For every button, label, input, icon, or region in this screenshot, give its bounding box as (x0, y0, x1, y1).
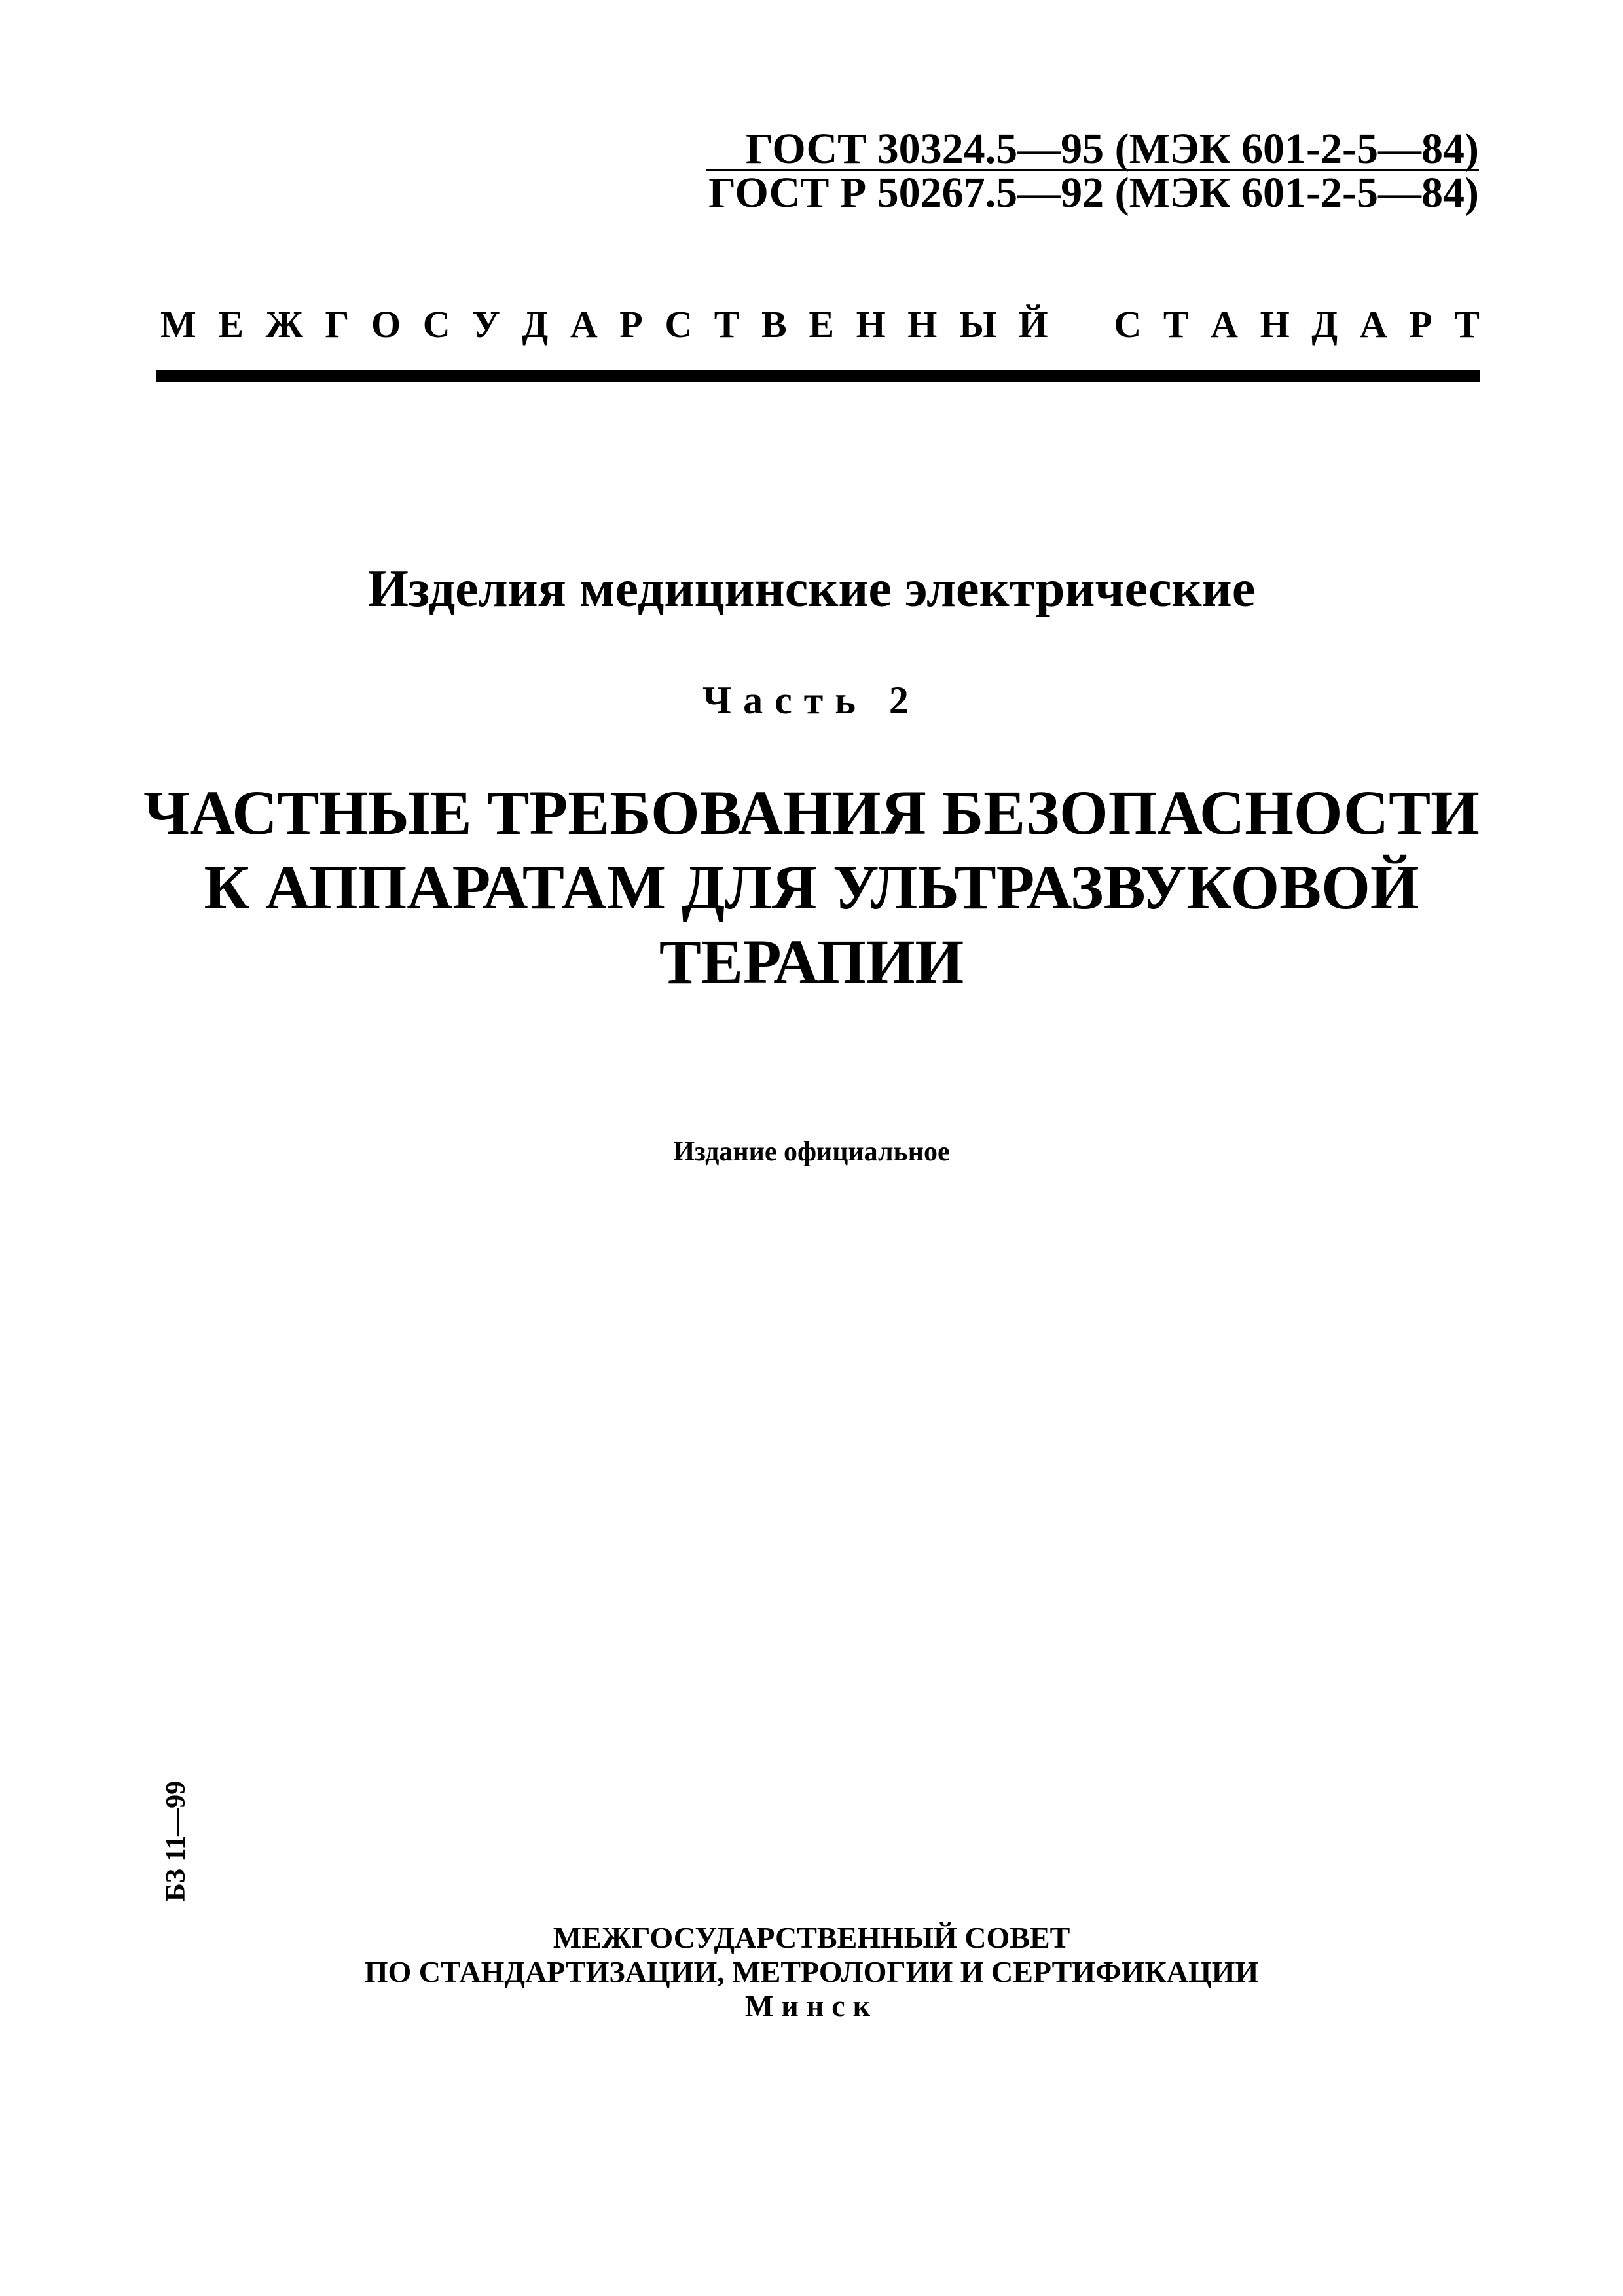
heading-letter: Й (1018, 302, 1048, 346)
heading-letter: В (761, 302, 787, 346)
heading-letter: Е (809, 302, 834, 346)
publisher-line-2: ПО СТАНДАРТИЗАЦИИ, МЕТРОЛОГИИ И СЕРТИФИКАЦИИ (364, 1955, 1259, 1988)
title-line-1: ЧАСТНЫЕ ТРЕБОВАНИЯ БЕЗОПАСНОСТИ (143, 778, 1480, 848)
heading-letter: А (1359, 302, 1387, 346)
heading-letter: Т (1163, 302, 1189, 346)
heading-letter: Г (325, 302, 350, 346)
heading-letter: Е (218, 302, 244, 346)
publisher-block (0, 1921, 1623, 2023)
document-codes (706, 125, 1479, 217)
gost-code-secondary: ГОСТ Р 50267.5—92 (МЭК 601-2-5—84) (708, 169, 1479, 217)
heading-letter: М (160, 302, 196, 346)
title-line-3: ТЕРАПИИ (659, 927, 964, 997)
heading-letter: У (472, 302, 500, 346)
heading-letter: Н (907, 302, 938, 346)
heading-letter: Ы (958, 302, 996, 346)
publisher-line-1: МЕЖГОСУДАРСТВЕННЫЙ СОВЕТ (553, 1921, 1070, 1954)
document-subject: Изделия медицинские электрические (367, 560, 1256, 618)
document-part: Часть 2 (702, 679, 921, 722)
edition-note: Издание официальное (673, 1137, 950, 1167)
heading-letter: Р (619, 302, 643, 346)
standard-type-heading (160, 298, 1480, 350)
heading-letter: С (422, 302, 450, 346)
heading-letter: Д (522, 302, 549, 346)
heading-letter: А (1211, 302, 1238, 346)
heading-letter: А (570, 302, 598, 346)
heading-letter: Т (714, 302, 740, 346)
gost-code-primary: ГОСТ 30324.5—95 (МЭК 601-2-5—84) (706, 130, 1479, 171)
heading-letter: Т (1454, 302, 1480, 346)
heading-letter: Н (1260, 302, 1290, 346)
heading-letter: О (371, 302, 401, 346)
heading-letter: С (1114, 302, 1142, 346)
header-divider (156, 370, 1480, 382)
title-line-2: К АППАРАТАМ ДЛЯ УЛЬТРАЗВУКОВОЙ (204, 852, 1419, 922)
heading-letter: Ж (265, 302, 303, 346)
heading-letter: Н (856, 302, 886, 346)
side-code: БЗ 11—99 (161, 1780, 191, 1901)
heading-letter: С (665, 302, 693, 346)
document-title (0, 776, 1623, 999)
publisher-city: Минск (744, 1989, 879, 2022)
heading-letter: Д (1311, 302, 1338, 346)
heading-letter: Р (1409, 302, 1432, 346)
